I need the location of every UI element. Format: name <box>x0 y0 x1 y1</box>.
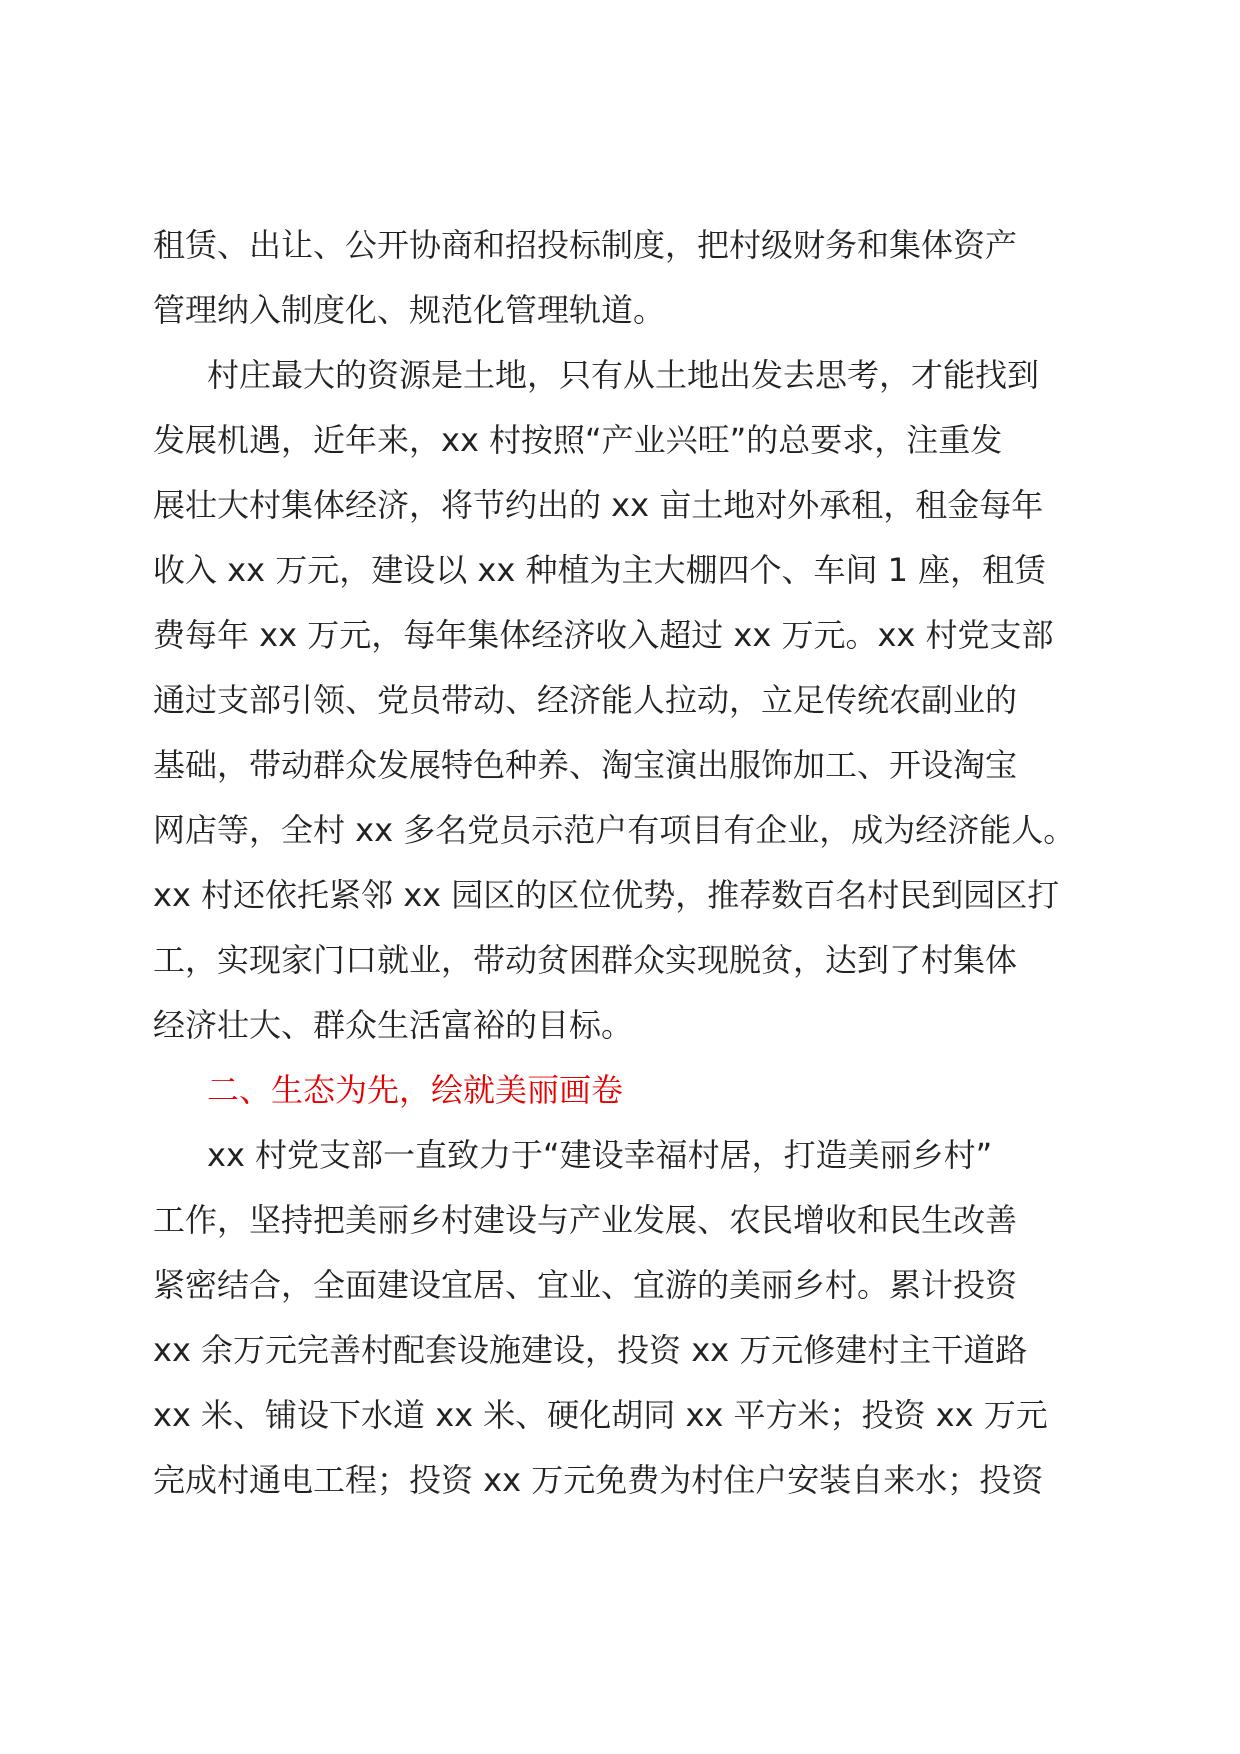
text-line: 工作，坚持把美丽乡村建设与产业发展、农民增收和民生改善 <box>153 1201 1018 1239</box>
paragraph-beautiful-village <box>153 1123 1093 1513</box>
text-line: 经济壮大、群众生活富裕的目标。 <box>153 1006 634 1044</box>
text-line: xx 余万元完善村配套设施建设，投资 xx 万元修建村主干道路 <box>153 1331 1028 1369</box>
paragraph-land-resources <box>153 343 1093 1058</box>
text-line: 租赁、出让、公开协商和招投标制度，把村级财务和集体资产 <box>153 226 1018 264</box>
text-line: xx 村还依托紧邻 xx 园区的区位优势，推荐数百名村民到园区打 <box>153 876 1060 914</box>
text-line: 费每年 xx 万元，每年集体经济收入超过 xx 万元。xx 村党支部 <box>153 616 1054 654</box>
text-line: 完成村通电工程；投资 xx 万元免费为村住户安装自来水；投资 <box>153 1461 1044 1499</box>
text-line: 紧密结合，全面建设宜居、宜业、宜游的美丽乡村。累计投资 <box>153 1266 1018 1304</box>
document-body <box>153 213 1093 1513</box>
text-line: 发展机遇，近年来，xx 村按照“产业兴旺”的总要求，注重发 <box>153 421 1003 459</box>
text-line: 网店等，全村 xx 多名党员示范户有项目有企业，成为经济能人。 <box>153 811 1076 849</box>
text-line: 基础，带动群众发展特色种养、淘宝演出服饰加工、开设淘宝 <box>153 746 1018 784</box>
text-line: xx 米、铺设下水道 xx 米、硬化胡同 xx 平方米；投资 xx 万元 <box>153 1396 1048 1434</box>
paragraph-continuation <box>153 213 1093 343</box>
text-line: 展壮大村集体经济，将节约出的 xx 亩土地对外承租，租金每年 <box>153 486 1044 524</box>
text-line: 管理纳入制度化、规范化管理轨道。 <box>153 291 666 329</box>
text-line: 村庄最大的资源是土地，只有从土地出发去思考，才能找到 <box>207 356 1040 394</box>
text-line: 工，实现家门口就业，带动贫困群众实现脱贫，达到了村集体 <box>153 941 1018 979</box>
text-line: 通过支部引领、党员带动、经济能人拉动，立足传统农副业的 <box>153 681 1018 719</box>
text-line: xx 村党支部一直致力于“建设幸福村居，打造美丽乡村” <box>207 1136 993 1174</box>
text-line: 收入 xx 万元，建设以 xx 种植为主大棚四个、车间 1 座，租赁 <box>153 551 1047 589</box>
section-heading: 二、生态为先，绘就美丽画卷 <box>207 1071 624 1109</box>
